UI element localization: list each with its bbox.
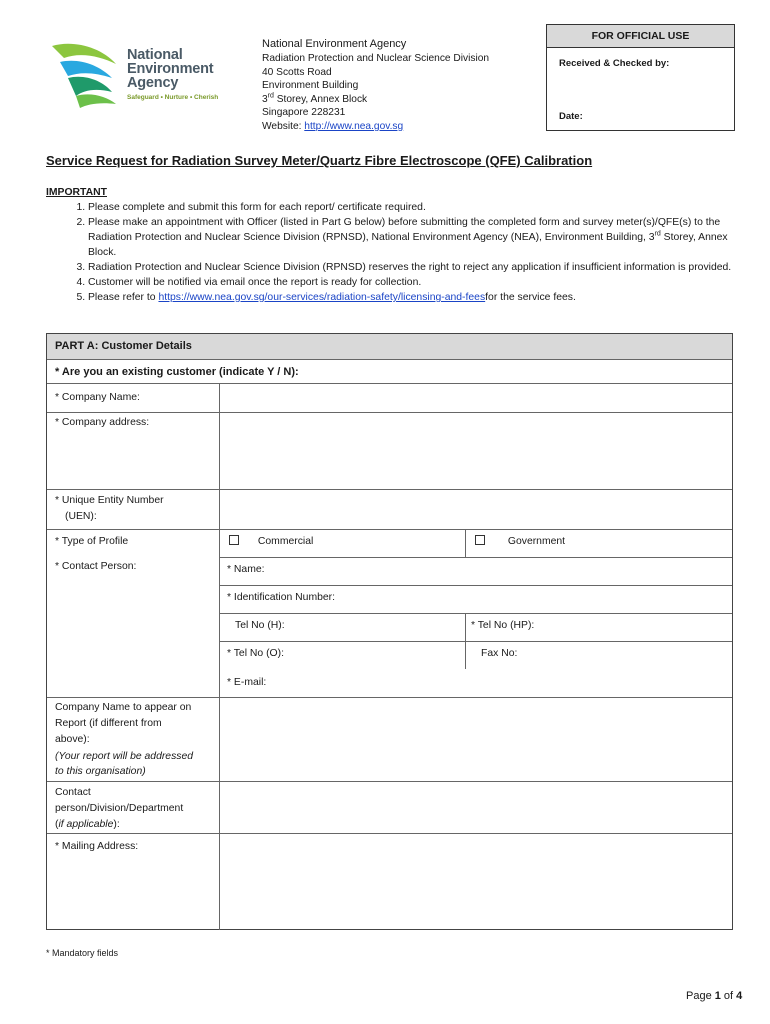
company-name-label: * Company Name: (55, 392, 140, 403)
instruction-item: 4. Customer will be notified via email once the report is ready for collection. (88, 275, 736, 290)
official-use-box (546, 24, 735, 131)
profile-government-option (475, 534, 565, 550)
report-name-note-line2: to this organisation) (55, 766, 146, 777)
received-checked-label: Received & Checked by: (559, 58, 670, 69)
address-postal: Singapore 228231 (262, 107, 346, 119)
logo-tagline: Safeguard • Nurture • Cherish (127, 94, 219, 101)
divider (219, 585, 732, 586)
nea-swirl-icon (50, 40, 126, 108)
profile-commercial-option (229, 534, 313, 550)
fax-label: Fax No: (481, 648, 518, 659)
tel-hp-label: * Tel No (HP): (471, 620, 535, 631)
existing-customer-label: * Are you an existing customer (indicate Y / N): (55, 366, 299, 378)
part-a-header: PART A: Customer Details (55, 340, 192, 352)
report-name-note-line1: (Your report will be addressed (55, 751, 194, 762)
email-label: * E-mail: (227, 677, 267, 688)
divider (465, 529, 466, 557)
address-line: Radiation Protection and Nuclear Science Division (262, 53, 490, 64)
website-link[interactable]: http://www.nea.gov.sg (304, 120, 404, 132)
form-title: Service Request for Radiation Survey Meter/Quartz Fibre Electroscope (QFE) Calibration (46, 153, 593, 168)
contact-division-line1: Contact (55, 787, 91, 798)
official-use-header: FOR OFFICIAL USE (547, 25, 734, 48)
contact-name-label: * Name: (227, 564, 265, 575)
logo-word-1: National (127, 47, 183, 63)
page-number: Page 1 of 4 (686, 990, 743, 1002)
profile-type-label: * Type of Profile (55, 536, 129, 547)
divider (219, 557, 732, 558)
contact-division-line3: (if applicable): (55, 819, 120, 830)
government-checkbox[interactable] (475, 535, 485, 545)
instruction-item: 2. Please make an appointment with Officer (listed in Part G below) before submitting the completed form and survey meter(s)/QFE(s) to the Radiation Protection and Nuclear Science Division (RPNSD), National Environment Agency (NEA), Environment Building, 3rd Storey, Annex Block. (88, 215, 736, 260)
government-label: Government (507, 536, 566, 547)
report-name-line1: Company Name to appear on (55, 702, 192, 713)
divider (47, 781, 732, 782)
tel-office-label: * Tel No (O): (227, 648, 284, 659)
instruction-item: 1. Please complete and submit this form for each report/ certificate required. (88, 200, 736, 215)
uen-label-line1: * Unique Entity Number (55, 495, 164, 506)
instruction-item: 3. Radiation Protection and Nuclear Science Division (RPNSD) reserves the right to reject any application if insufficient information is provided. (88, 260, 736, 275)
mailing-address-label: * Mailing Address: (55, 841, 139, 852)
part-a-form (46, 333, 733, 930)
divider (47, 359, 732, 360)
address-storey: 3rd Storey, Annex Block (262, 92, 368, 105)
report-name-line2: Report (if different from (55, 718, 162, 729)
address-line: Environment Building (262, 80, 359, 92)
instruction-list (46, 200, 736, 305)
contact-person-label: * Contact Person: (55, 561, 137, 572)
divider (219, 641, 732, 642)
logo-word-2: Environment (127, 61, 214, 77)
official-date-label: Date: (559, 111, 583, 122)
divider (47, 529, 732, 530)
important-heading: IMPORTANT (46, 187, 107, 198)
divider (47, 383, 732, 384)
id-number-label: * Identification Number: (227, 592, 336, 603)
address-line: 40 Scotts Road (262, 66, 332, 78)
contact-division-line2: person/Division/Department (55, 803, 184, 814)
divider (219, 383, 220, 930)
report-name-line3: above): (55, 734, 90, 745)
tel-home-label: Tel No (H): (235, 620, 285, 631)
mandatory-footnote: * Mandatory fields (46, 948, 119, 958)
agency-website: Website: http://www.nea.gov.sg (262, 120, 404, 132)
agency-name: National Environment Agency (262, 38, 407, 50)
divider (47, 697, 732, 698)
commercial-label: Commercial (257, 536, 314, 547)
instruction-item: 5. Please refer to https://www.nea.gov.sg/our-services/radiation-safety/licensing-and-feesfor the service fees. (88, 290, 736, 305)
divider (465, 613, 466, 669)
divider (219, 613, 732, 614)
divider (47, 833, 732, 834)
fees-link[interactable]: https://www.nea.gov.sg/our-services/radiation-safety/licensing-and-fees (158, 292, 486, 303)
commercial-checkbox[interactable] (229, 535, 239, 545)
agency-address (262, 37, 489, 134)
important-instructions (46, 185, 736, 305)
logo-word-3: Agency (127, 75, 179, 91)
company-address-label: * Company address: (55, 417, 150, 428)
nea-logo (50, 40, 230, 108)
uen-label-line2: (UEN): (65, 511, 97, 522)
divider (47, 412, 732, 413)
divider (47, 489, 732, 490)
